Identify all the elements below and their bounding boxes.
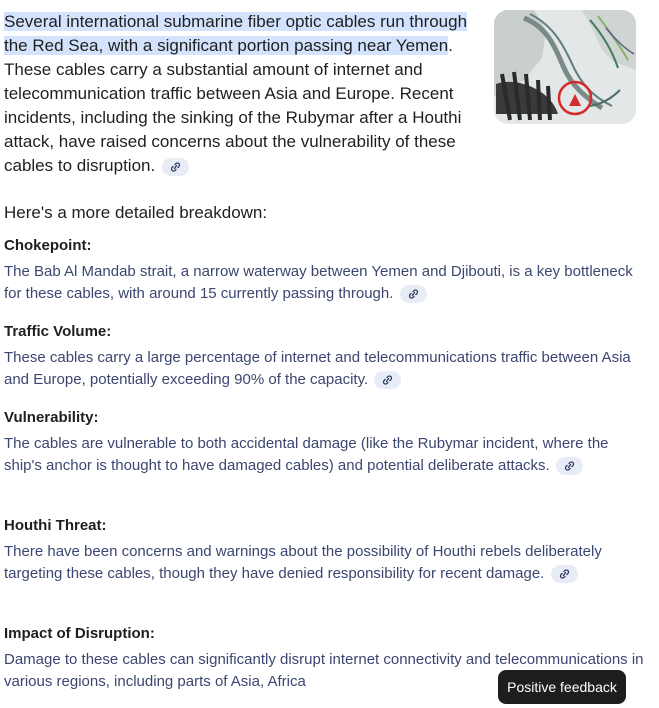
link-icon <box>170 162 181 172</box>
intro-paragraph <box>4 10 490 178</box>
section-body: These cables carry a large percentage of internet and telecommunications traffic between Asia and Europe, potentially exceeding 90% of the capacity. <box>4 349 631 388</box>
section-body: The Bab Al Mandab strait, a narrow waterway between Yemen and Djibouti, is a key bottleneck for these cables, with around 15 currently passing through. <box>4 263 633 302</box>
intro-highlighted-text: Several international submarine fiber optic cables run through the Red Sea, with a significant portion passing near Yemen <box>4 12 468 55</box>
source-link-chip[interactable] <box>551 565 578 583</box>
section-chokepoint <box>4 235 644 305</box>
intro-text: . These cables carry a substantial amount of internet and telecommunication traffic between Asia and Europe. Recent incidents, including the sinking of the Rubymar after a Houthi attack, have raised concerns about the vulnerability of these cables to disruption. <box>4 36 462 175</box>
link-icon <box>559 569 570 579</box>
section-title: Vulnerability: <box>4 409 99 426</box>
source-link-chip[interactable] <box>556 457 583 475</box>
section-body: The cables are vulnerable to both accidental damage (like the Rubymar incident, where the ship's anchor is thought to have damaged cables) and potential deliberate attacks. <box>4 435 609 474</box>
source-link-chip[interactable] <box>374 371 401 389</box>
section-traffic-volume <box>4 321 644 391</box>
section-title: Houthi Threat: <box>4 517 107 534</box>
section-title: Impact of Disruption: <box>4 625 155 642</box>
section-body: Damage to these cables can significantly disrupt internet connectivity and telecommunications in various regions, including parts of Asia, Africa <box>4 651 644 690</box>
section-body: There have been concerns and warnings about the possibility of Houthi rebels deliberately targeting these cables, though they have denied responsibility for recent damage. <box>4 543 602 582</box>
section-title: Chokepoint: <box>4 237 92 254</box>
cable-map-thumbnail[interactable] <box>494 10 636 124</box>
section-houthi-threat <box>4 515 644 585</box>
source-link-chip[interactable] <box>162 158 189 176</box>
breakdown-heading: Here's a more detailed breakdown: <box>4 203 268 222</box>
section-title: Traffic Volume: <box>4 323 112 340</box>
source-link-chip[interactable] <box>400 285 427 303</box>
link-icon <box>382 375 393 385</box>
cable-map-image <box>494 10 636 124</box>
section-vulnerability <box>4 407 644 477</box>
feedback-toast: Positive feedback <box>498 670 626 704</box>
link-icon <box>564 461 575 471</box>
link-icon <box>408 289 419 299</box>
